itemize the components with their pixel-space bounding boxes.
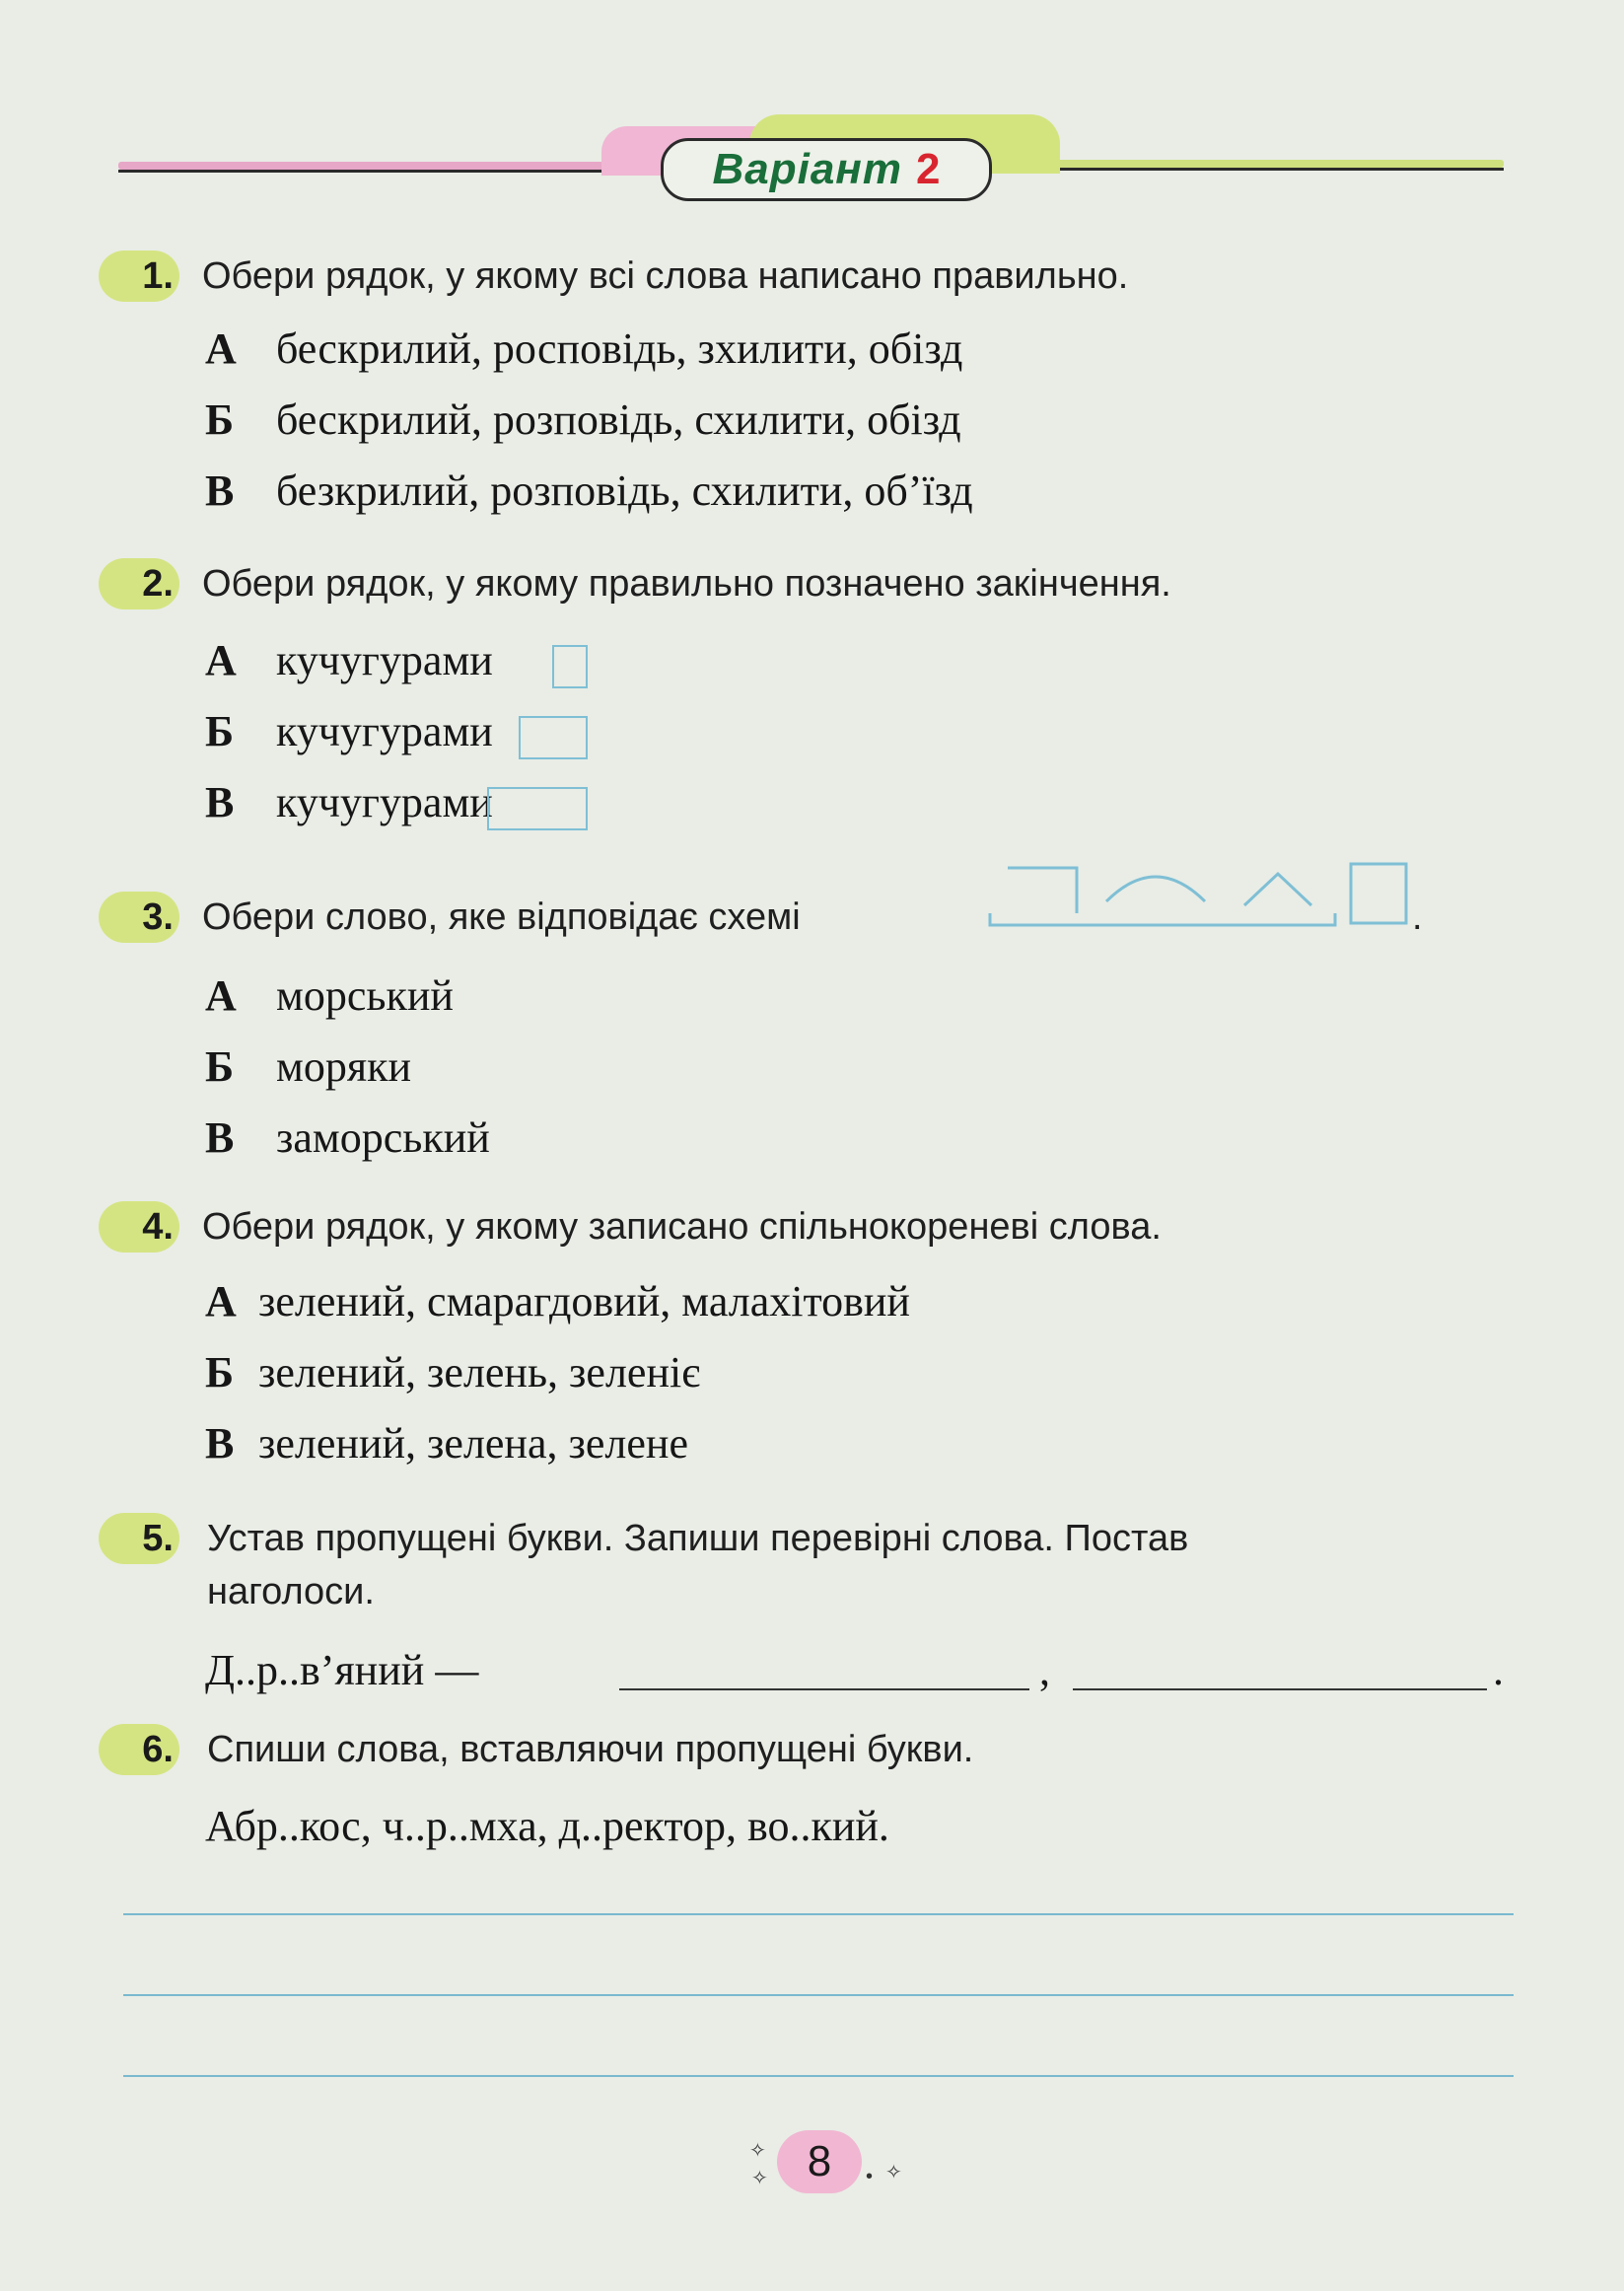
question-5-text-line1: Устав пропущені букви. Запиши перевірні слова. Постав — [207, 1518, 1189, 1559]
question-1-option-a[interactable] — [205, 323, 962, 374]
page-number-badge — [777, 2130, 862, 2193]
root-arc — [1106, 877, 1205, 901]
option-text: бескрилий, росповідь, зхилити, обізд — [276, 324, 963, 373]
question-1-text: Обери рядок, у якому всі слова написано правильно. — [202, 255, 1129, 297]
suffix-mark — [1244, 874, 1311, 905]
option-letter: В — [205, 1419, 235, 1468]
question-number: 6. — [142, 1728, 174, 1770]
option-text: зелений, зелень, зеленіє — [258, 1348, 701, 1396]
option-text: кучугурами — [276, 636, 493, 684]
question-number: 5. — [142, 1517, 174, 1559]
question-3-text: Обери слово, яке відповідає схемі — [202, 896, 801, 938]
question-4-badge — [99, 1201, 179, 1253]
question-1-badge — [99, 251, 179, 302]
word-scheme-diagram — [986, 858, 1420, 927]
option-text: моряки — [276, 1042, 412, 1091]
ending-mark-box — [487, 787, 588, 830]
question-4-text: Обери рядок, у якому записано спільнокореневі слова. — [202, 1206, 1162, 1248]
question-3-option-a[interactable] — [205, 970, 454, 1021]
question-2-badge — [99, 558, 179, 609]
option-letter: А — [205, 636, 237, 684]
question-5-text-line2: наголоси. — [207, 1571, 375, 1612]
decor-star-icon: ✧ — [751, 2168, 768, 2189]
question-3-period: . — [1412, 896, 1423, 938]
question-number: 3. — [142, 895, 174, 938]
page-number: 8 — [807, 2137, 832, 2185]
question-1-option-c[interactable] — [205, 465, 973, 516]
question-2-option-b[interactable] — [205, 706, 493, 756]
variant-heading — [661, 138, 992, 201]
option-letter: Б — [205, 1348, 235, 1396]
question-6-text: Спиши слова, вставляючи пропущені букви. — [207, 1729, 974, 1770]
option-text: заморський — [276, 1113, 490, 1162]
option-text: кучугурами — [276, 707, 493, 755]
question-6-badge — [99, 1724, 179, 1775]
answer-blank-2[interactable] — [1073, 1688, 1487, 1690]
question-2-text: Обери рядок, у якому правильно позначено закінчення. — [202, 563, 1171, 605]
option-text: кучугурами — [276, 778, 493, 826]
question-4-option-a[interactable] — [205, 1276, 910, 1326]
option-text: морський — [276, 971, 454, 1020]
question-1-option-b[interactable] — [205, 394, 961, 445]
option-letter: Б — [205, 707, 235, 755]
option-letter: А — [205, 1277, 237, 1325]
option-letter: А — [205, 324, 237, 373]
writing-line[interactable] — [123, 1994, 1514, 1996]
question-4-option-c[interactable] — [205, 1418, 688, 1468]
variant-number: 2 — [916, 145, 941, 193]
question-number: 1. — [142, 254, 174, 297]
header-decor-line-left — [118, 162, 671, 170]
variant-title: Варіант — [712, 145, 903, 193]
option-letter: В — [205, 466, 235, 515]
question-number: 4. — [142, 1205, 174, 1248]
option-letter: А — [205, 971, 237, 1020]
header-rule-left — [118, 170, 671, 173]
question-5-badge — [99, 1513, 179, 1564]
question-2-option-a[interactable] — [205, 635, 493, 685]
prefix-mark — [1008, 868, 1077, 913]
option-text: зелений, зелена, зелене — [258, 1419, 688, 1468]
question-number: 2. — [142, 562, 174, 605]
option-letter: В — [205, 1113, 235, 1162]
writing-line[interactable] — [123, 1913, 1514, 1915]
question-5-comma: , — [1039, 1646, 1050, 1694]
question-2-option-c[interactable] — [205, 777, 493, 827]
question-6-words: Абр..кос, ч..р..мха, д..ректор, во..кий. — [205, 1802, 889, 1850]
question-5-word: Д..р..в’яний — — [205, 1646, 479, 1694]
writing-line[interactable] — [123, 2075, 1514, 2077]
answer-blank-1[interactable] — [619, 1688, 1029, 1690]
decor-star-icon: ✧ — [885, 2162, 902, 2184]
option-letter: Б — [205, 1042, 235, 1091]
option-text: зелений, смарагдовий, малахітовий — [258, 1277, 910, 1325]
decor-dot-icon: • — [866, 2166, 874, 2187]
ending-mark-box — [552, 645, 588, 688]
ending-box — [1351, 864, 1406, 923]
ending-mark-box — [519, 716, 588, 759]
option-letter: В — [205, 778, 235, 826]
root-bracket-line — [990, 913, 1335, 925]
option-text: бескрилий, розповідь, схилити, обізд — [276, 395, 961, 444]
question-4-option-b[interactable] — [205, 1347, 700, 1397]
question-3-option-b[interactable] — [205, 1041, 411, 1092]
question-3-option-c[interactable] — [205, 1112, 490, 1163]
question-3-badge — [99, 892, 179, 943]
question-5-period: . — [1493, 1646, 1504, 1694]
option-letter: Б — [205, 395, 235, 444]
option-text: безкрилий, розповідь, схилити, об’їзд — [276, 466, 973, 515]
decor-star-icon: ✧ — [749, 2140, 766, 2162]
